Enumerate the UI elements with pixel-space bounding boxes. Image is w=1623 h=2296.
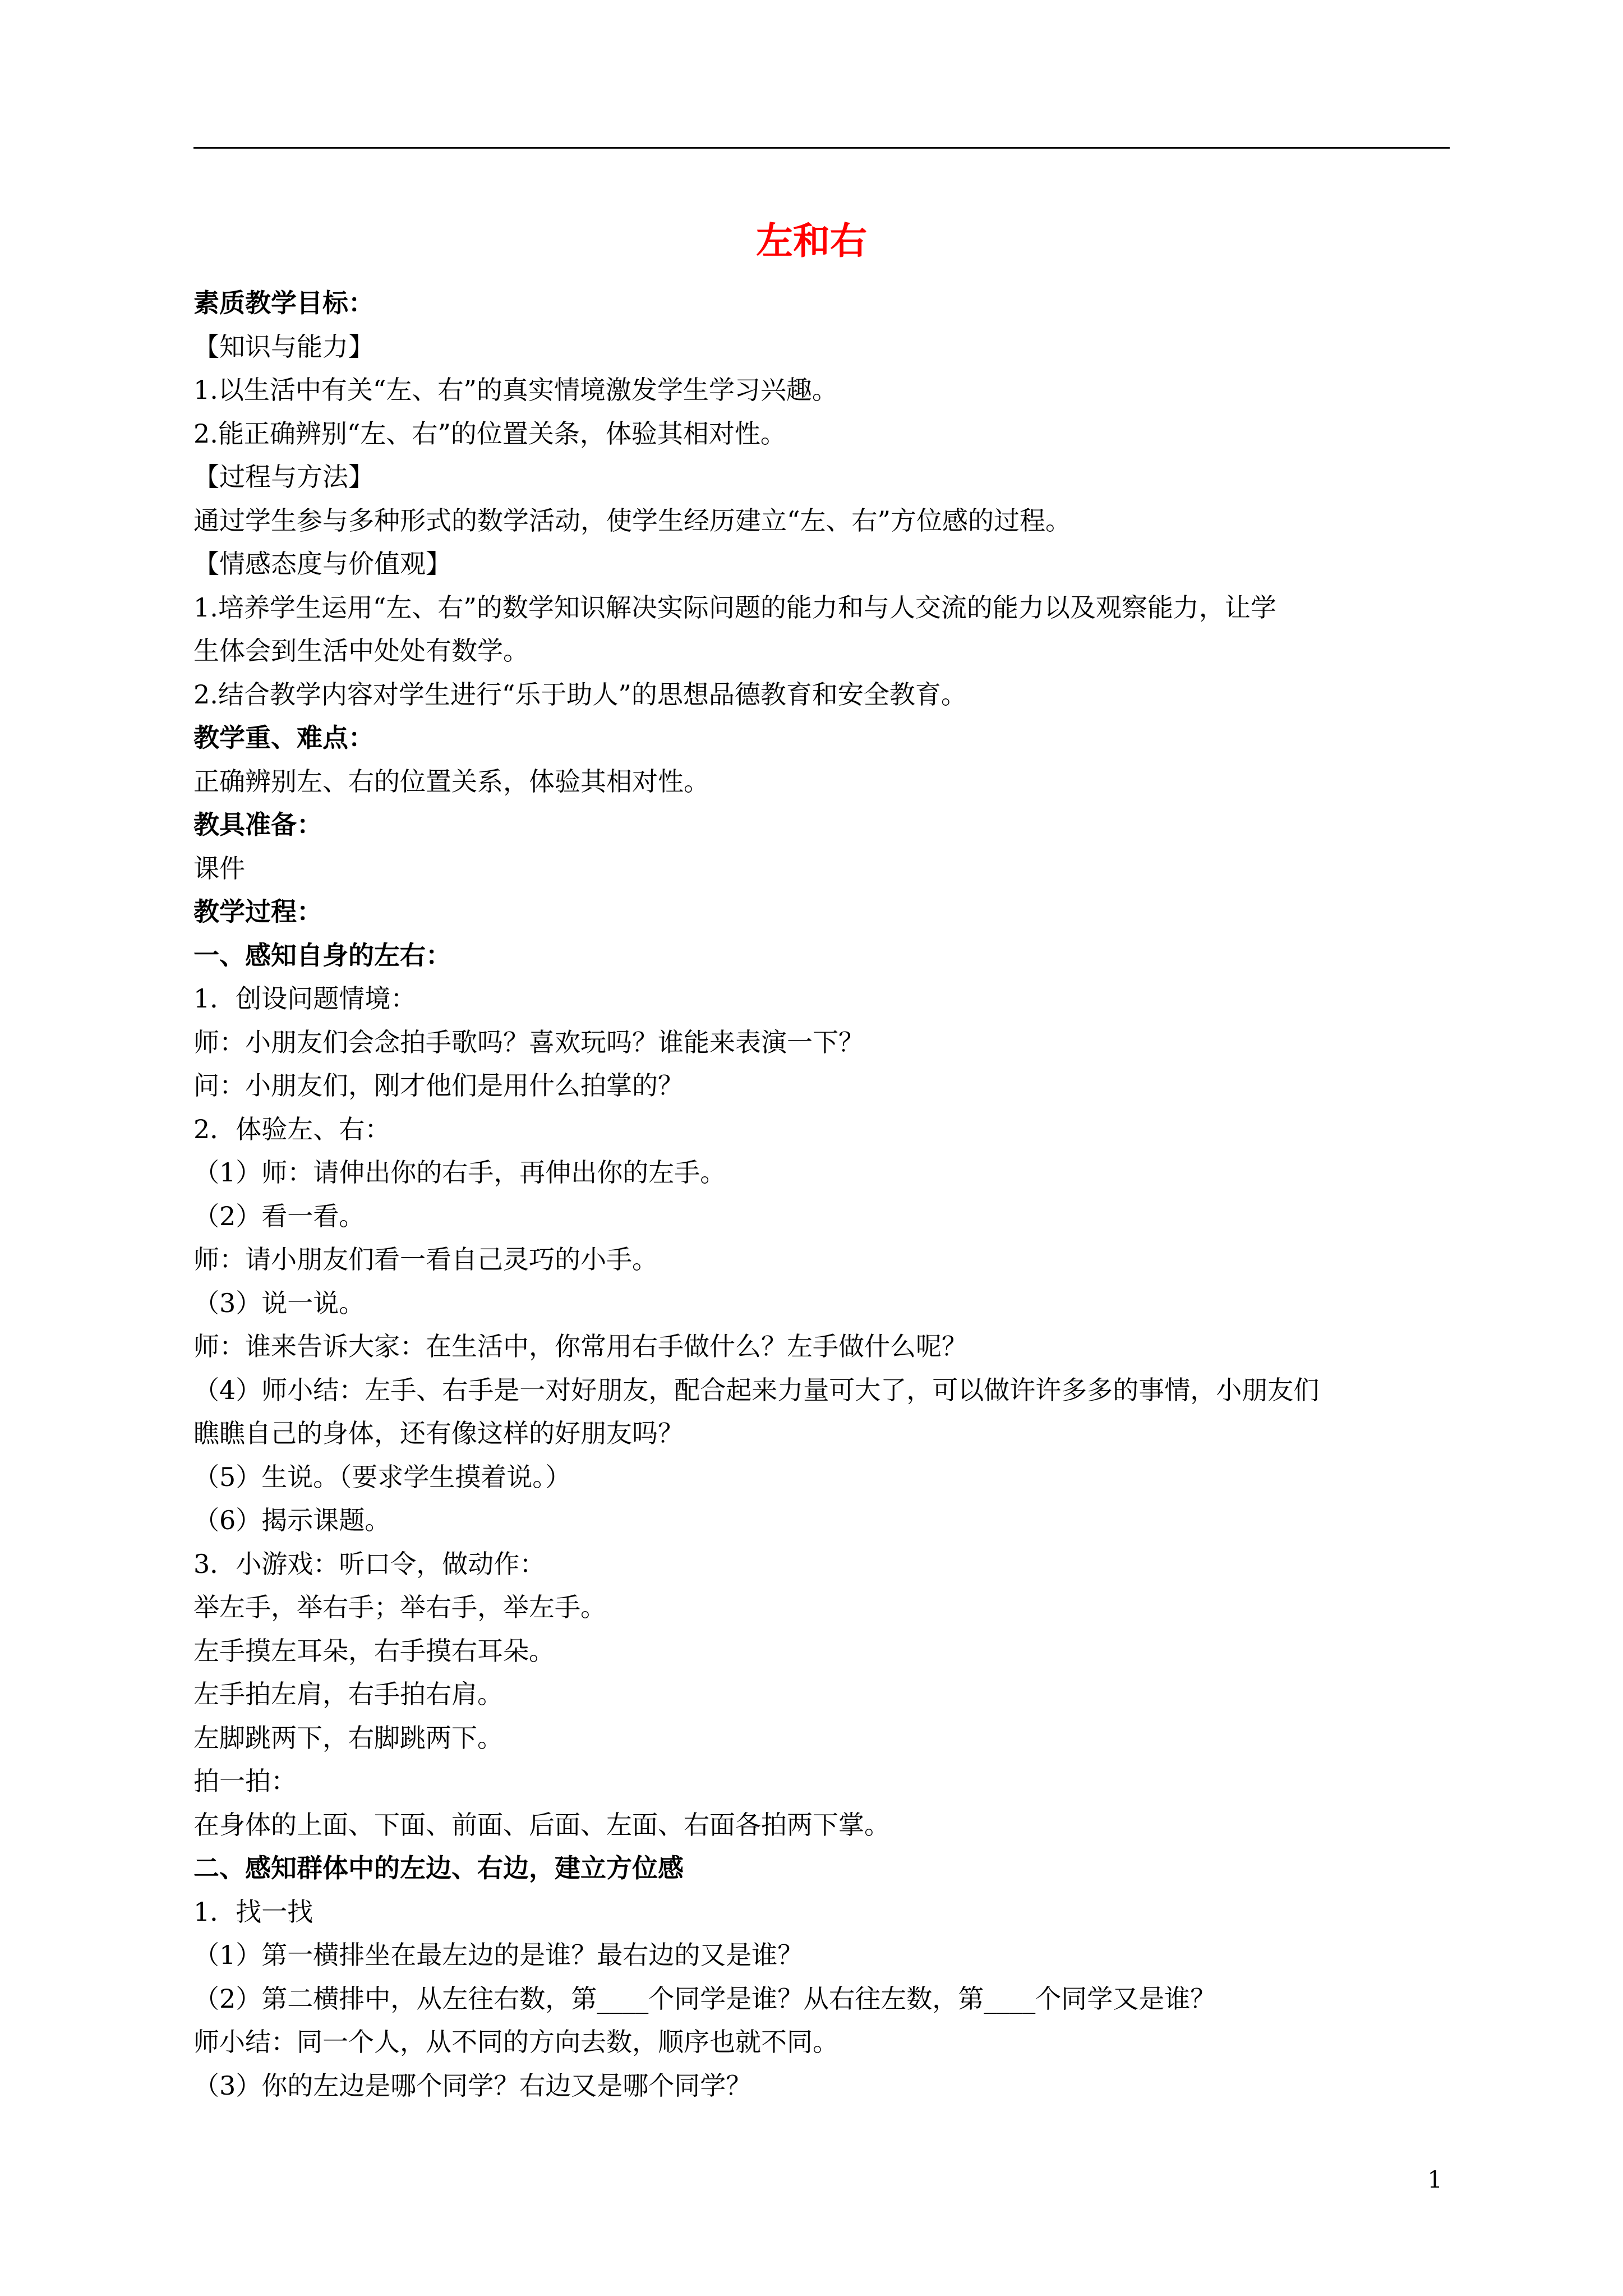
text-line: （4）师小结：左手、右手是一对好朋友，配合起来力量可大了，可以做许许多多的事情，小朋友们 <box>193 1374 1320 1405</box>
text-line: 2.能正确辨别“左、右”的位置关条，体验其相对性。 <box>193 418 786 449</box>
text-line: 在身体的上面、下面、前面、后面、左面、右面各拍两下掌。 <box>193 1809 890 1840</box>
text-line: 师：谁来告诉大家：在生活中，你常用右手做什么？左手做什么呢？ <box>193 1331 967 1361</box>
text-line: 【情感态度与价值观】 <box>193 549 451 579</box>
header-rule <box>193 147 1450 149</box>
text-line: 课件 <box>193 853 245 884</box>
text-line: 3．小游戏：听口令，做动作： <box>193 1548 546 1579</box>
text-line: （3）说一说。 <box>193 1287 365 1318</box>
text-line: 【知识与能力】 <box>193 331 374 362</box>
text-line: （2）看一看。 <box>193 1200 365 1231</box>
text-line: 1．找一找 <box>193 1896 313 1927</box>
text-line: 2.结合教学内容对学生进行“乐于助人”的思想品德教育和安全教育。 <box>193 679 967 710</box>
section-heading: 教学过程： <box>193 896 322 927</box>
text-line: （6）揭示课题。 <box>193 1505 391 1535</box>
text-line: 左手拍左肩，右手拍右肩。 <box>193 1679 503 1709</box>
text-line: （5）生说。（要求学生摸着说。） <box>193 1461 571 1492</box>
text-line: 生体会到生活中处处有数学。 <box>193 636 529 666</box>
section-heading: 一、感知自身的左右： <box>193 940 451 970</box>
text-line: 拍一拍： <box>193 1766 297 1796</box>
text-line: 左手摸左耳朵，右手摸右耳朵。 <box>193 1635 555 1666</box>
text-line: 1．创设问题情境： <box>193 983 417 1014</box>
text-line: 1.培养学生运用“左、右”的数学知识解决实际问题的能力和与人交流的能力以及观察能力，让学 <box>193 592 1276 623</box>
section-heading: 二、感知群体中的左边、右边，建立方位感 <box>193 1853 684 1883</box>
text-line: 【过程与方法】 <box>193 462 374 492</box>
text-line: （1）师：请伸出你的右手，再伸出你的左手。 <box>193 1157 726 1188</box>
text-line: （1）第一横排坐在最左边的是谁？最右边的又是谁？ <box>193 1940 804 1970</box>
text-line: 左脚跳两下，右脚跳两下。 <box>193 1722 503 1753</box>
section-heading: 教学重、难点： <box>193 723 374 753</box>
text-line: 瞧瞧自己的身体，还有像这样的好朋友吗？ <box>193 1418 684 1448</box>
text-line: 举左手，举右手；举右手，举左手。 <box>193 1592 606 1622</box>
text-line: 正确辨别左、右的位置关系，体验其相对性。 <box>193 766 709 797</box>
text-line: 通过学生参与多种形式的数学活动，使学生经历建立“左、右”方位感的过程。 <box>193 505 1072 536</box>
text-line: 师小结：同一个人，从不同的方向去数，顺序也就不同。 <box>193 2027 838 2057</box>
text-line: 师：小朋友们会念拍手歌吗？喜欢玩吗？谁能来表演一下？ <box>193 1027 864 1057</box>
text-line: 1.以生活中有关“左、右”的真实情境激发学生学习兴趣。 <box>193 375 838 405</box>
section-heading: 教具准备： <box>193 809 322 840</box>
text-line: （3）你的左边是哪个同学？右边又是哪个同学？ <box>193 2070 752 2101</box>
document-title: 左和右 <box>756 219 867 263</box>
document-body <box>193 282 1450 2108</box>
text-line: 2．体验左、右： <box>193 1114 391 1144</box>
text-line: 师：请小朋友们看一看自己灵巧的小手。 <box>193 1244 658 1274</box>
section-heading: 素质教学目标： <box>193 288 374 318</box>
page-number: 1 <box>1427 2166 1442 2193</box>
text-line: （2）第二横排中，从左往右数，第____个同学是谁？从右往左数，第____个同学又是谁？ <box>193 1983 1216 2014</box>
text-line: 问：小朋友们，刚才他们是用什么拍掌的？ <box>193 1070 684 1101</box>
